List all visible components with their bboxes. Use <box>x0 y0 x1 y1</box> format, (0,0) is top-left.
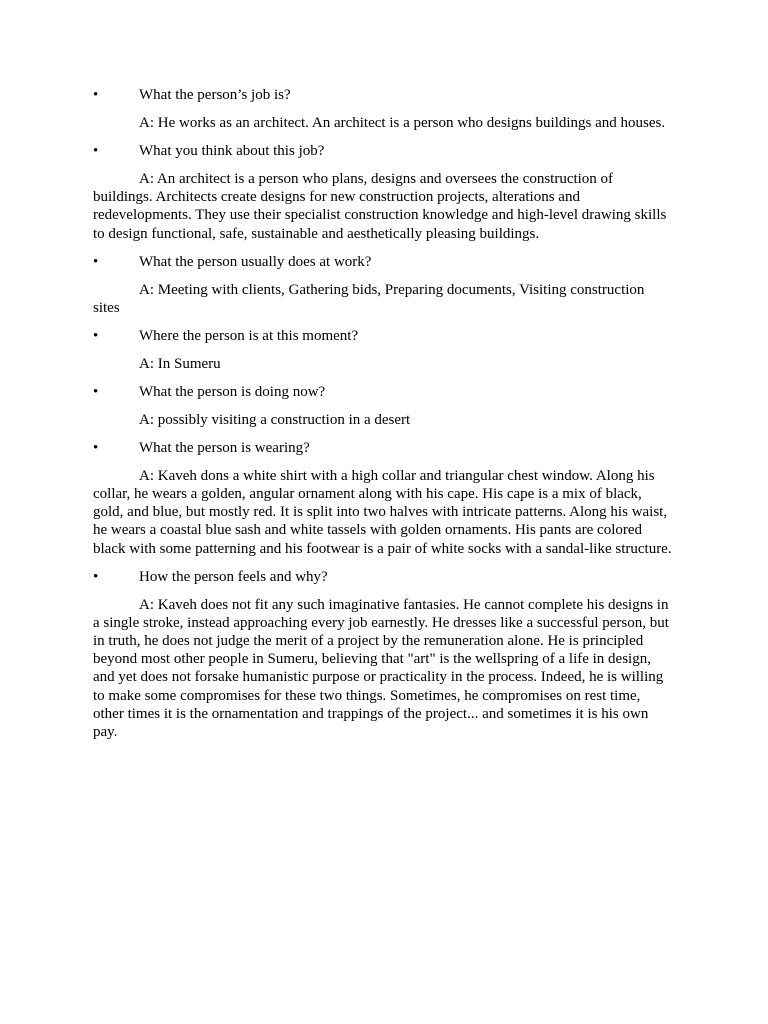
question-text: How the person feels and why? <box>139 568 328 585</box>
question-item <box>93 142 673 160</box>
document-page <box>93 86 673 751</box>
question-item <box>93 383 673 401</box>
qa-item-opinion <box>93 142 673 243</box>
bullet-icon: • <box>93 143 99 159</box>
question-text: What you think about this job? <box>139 143 325 159</box>
answer-text: A: Meeting with clients, Gathering bids, Preparing documents, Visiting construction sites <box>93 281 645 316</box>
bullet-icon: • <box>93 383 99 400</box>
qa-item-job <box>93 86 673 132</box>
question-text: What the person is wearing? <box>139 439 310 456</box>
question-text: What the person’s job is? <box>139 87 291 103</box>
bullet-icon: • <box>93 439 99 456</box>
qa-item-location <box>93 327 673 373</box>
answer-text: A: In Sumeru <box>139 355 221 372</box>
bullet-icon: • <box>93 253 99 270</box>
bullet-icon: • <box>93 87 99 103</box>
answer-text: A: possibly visiting a construction in a desert <box>139 411 411 428</box>
answer-text: A: Kaveh dons a white shirt with a high collar and triangular chest window. Along his collar, he wears a golden, angular ornament along with his cape. His cape is a mix of black, gold, and blue, but mostly red. It is split into two halves with intricate patterns. Along his waist, he wears a coastal blue sash and white tassels with golden ornaments. His pants are colored black with some patterning and his footwear is a pair of white socks with a sandal-like structure. <box>93 467 672 557</box>
bullet-icon: • <box>93 327 99 344</box>
question-item <box>93 86 673 104</box>
question-item <box>93 568 673 586</box>
question-item <box>93 327 673 345</box>
qa-item-clothing <box>93 439 673 558</box>
question-text: Where the person is at this moment? <box>139 327 359 344</box>
question-item <box>93 253 673 271</box>
bullet-icon: • <box>93 568 99 585</box>
qa-item-activity <box>93 383 673 429</box>
answer-text: A: An architect is a person who plans, designs and oversees the construction of buildings. Architects create designs for new construction projects, alterations and redevelopments. They use their specialist construction knowledge and high-level drawing skills to design functional, safe, sustainable and aesthetically pleasing buildings. <box>93 171 667 242</box>
question-text: What the person is doing now? <box>139 383 326 400</box>
qa-item-feelings <box>93 568 673 742</box>
answer-text: A: Kaveh does not fit any such imaginative fantasies. He cannot complete his designs in a single stroke, instead approaching every job earnestly. He dresses like a successful person, but in truth, he does not judge the merit of a project by the remuneration alone. He is principled beyond most other people in Sumeru, believing that "art" is the wellspring of a life in design, and yet does not forsake humanistic purpose or practicality in the process. Indeed, he is willing to make some compromises for these two things. Sometimes, he compromises on rest time, other times it is the ornamentation and trappings of the project... and sometimes it is his own pay. <box>93 596 669 741</box>
question-text: What the person usually does at work? <box>139 253 372 270</box>
answer-text: A: He works as an architect. An architect is a person who designs buildings and houses. <box>139 115 666 131</box>
question-item <box>93 439 673 457</box>
qa-item-work-tasks <box>93 253 673 317</box>
